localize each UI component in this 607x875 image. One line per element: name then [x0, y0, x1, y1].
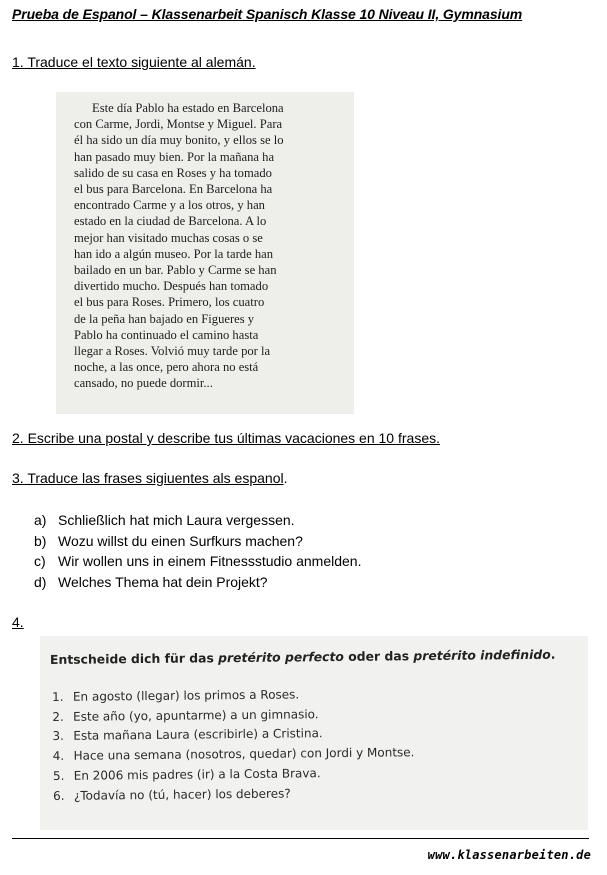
task3-heading — [12, 470, 288, 486]
item-text: Wir wollen uns in einem Fitnessstudio anmelden. — [58, 553, 362, 569]
text-line: de la peña han bajado en Figueres y — [74, 311, 255, 326]
task4-instruction — [50, 647, 556, 667]
task3-heading-period: . — [283, 470, 288, 486]
item-letter: c) — [34, 553, 46, 569]
footer-url: www.klassenarbeiten.de — [427, 848, 591, 862]
text-line: llegar a Roses. Volvió muy tarde por la — [74, 344, 271, 359]
text-line: han pasado muy bien. Por la mañana ha — [74, 149, 275, 164]
task3-heading-text: 3. Traduce las frases sigiuentes als espanol — [12, 470, 284, 486]
text-line: estado en la ciudad de Barcelona. A lo — [74, 214, 267, 229]
instruction-term-perfecto: pretérito perfecto — [218, 648, 344, 666]
instruction-end: . — [550, 646, 556, 662]
item-number: 2. — [52, 709, 64, 724]
list-item — [53, 743, 415, 766]
item-text: Esta mañana Laura (escribirle) a Cristina. — [73, 726, 323, 744]
item-text: ¿Todavía no (tú, hacer) los deberes? — [73, 786, 291, 803]
text-line: han ido a algún museo. Por la tarde han — [74, 246, 273, 261]
item-number: 4. — [52, 748, 65, 764]
text-line: cansado, no puede dormir... — [74, 376, 213, 391]
text-line: Este día Pablo ha estado en Barcelona — [92, 101, 284, 115]
item-number: 5. — [52, 768, 65, 783]
list-item — [34, 572, 361, 593]
text-line: el bus para Roses. Primero, los cuatro — [74, 295, 265, 310]
text-line: divertido mucho. Después han tomado — [74, 279, 269, 294]
instruction-term-indefinido: pretérito indefinido — [413, 646, 551, 664]
instruction-middle: oder das — [343, 648, 414, 664]
task3-sentence-list — [34, 510, 361, 592]
list-item — [34, 531, 361, 552]
item-number: 6. — [53, 788, 65, 803]
task4-item-list — [52, 684, 415, 806]
task4-scanned-exercise — [40, 636, 588, 830]
item-letter: b) — [34, 532, 47, 549]
task1-heading — [12, 54, 256, 70]
item-text: En 2006 mis padres (ir) a la Costa Brava. — [73, 766, 321, 783]
item-text: Hace una semana (nosotros, quedar) con Jordi y Montse. — [73, 745, 415, 763]
item-text: En agosto (llegar) los primos a Roses. — [72, 687, 300, 704]
item-number: 1. — [52, 689, 64, 704]
text-line: Pablo ha continuado el camino hasta — [74, 327, 259, 342]
task2-heading — [12, 430, 440, 446]
task1-scanned-text — [56, 92, 354, 414]
item-letter: a) — [34, 512, 47, 528]
task2-heading-text: 2. Escribe una postal y describe tus últimas vacaciones en 10 frases. — [12, 430, 440, 446]
item-text: Este año (yo, apuntarme) a un gimnasio. — [73, 706, 319, 724]
instruction-prefix: Entscheide dich für das — [49, 650, 219, 667]
item-letter: d) — [34, 573, 47, 590]
list-item — [34, 510, 361, 531]
page-title: Prueba de Espanol – Klassenarbeit Spanisch Klasse 10 Niveau II, Gymnasium — [12, 6, 523, 22]
item-text: Schließlich hat mich Laura vergessen. — [58, 512, 295, 528]
list-item — [53, 783, 415, 806]
text-line: él ha sido un día muy bonito, y ellos se lo — [74, 133, 284, 148]
item-number: 3. — [52, 729, 65, 744]
text-line: con Carme, Jordi, Montse y Miguel. Para — [74, 117, 283, 132]
text-line: encontrado Carme y a los otros, y han — [74, 198, 265, 213]
task1-heading-text: 1. Traduce el texto siguiente al alemán. — [12, 54, 256, 70]
footer-divider — [12, 838, 589, 839]
text-line: noche, a las once, pero ahora no está — [74, 360, 259, 375]
text-line: mejor han visitado muchas cosas o se — [74, 230, 263, 245]
task4-heading-text: 4. — [12, 614, 24, 630]
task4-heading — [12, 614, 24, 630]
item-text: Welches Thema hat dein Projekt? — [58, 573, 268, 590]
text-line: bailado en un bar. Pablo y Carme se han — [74, 263, 277, 278]
list-item — [34, 551, 361, 572]
item-text: Wozu willst du einen Surfkurs machen? — [58, 532, 303, 549]
text-line: el bus para Barcelona. En Barcelona ha — [74, 182, 273, 197]
task1-text-lines — [74, 100, 284, 392]
text-line: salido de su casa en Roses y ha tomado — [74, 165, 272, 180]
